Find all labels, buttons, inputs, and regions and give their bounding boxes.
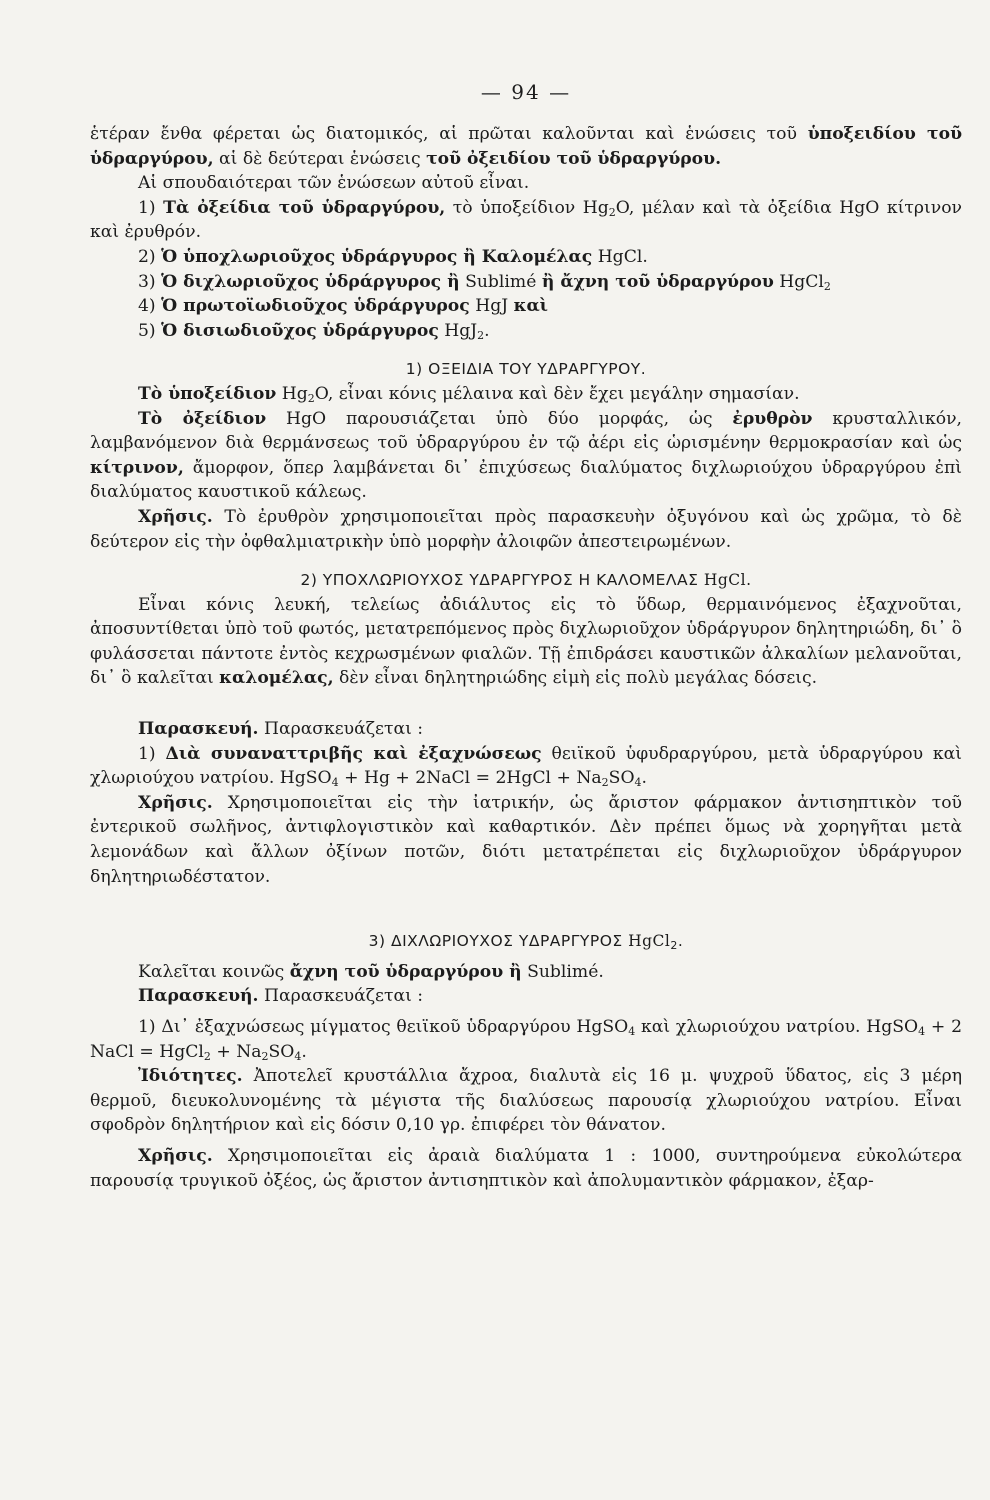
s3-paragraph-2: [90, 984, 962, 1009]
bold-term: Ἰδιότητες.: [138, 1066, 243, 1087]
section-heading-sublimate: [90, 929, 962, 954]
text: SO: [268, 1041, 295, 1062]
bold-term: καὶ: [513, 296, 548, 317]
intro-summary: Αἱ σπουδαιότεραι τῶν ἑνώσεων αὐτοῦ εἶναι.: [138, 173, 530, 194]
text: HgJ: [469, 296, 514, 317]
s2-paragraph-1: [90, 593, 962, 691]
text: .: [301, 1041, 307, 1062]
heading-formula: HgCl.: [698, 571, 752, 590]
text: HgCl: [773, 271, 824, 292]
bold-term: Χρῆσις.: [138, 506, 213, 527]
s2-paragraph-2: [90, 717, 962, 742]
bold-term: Παρασκευή.: [138, 719, 259, 740]
list-item-5: [90, 319, 962, 344]
subscript: 2: [261, 1049, 269, 1063]
text: Καλεῖται κοινῶς: [138, 961, 290, 982]
subscript: 4: [918, 1025, 926, 1038]
text: Ἀποτελεῖ κρυστάλλια ἄχροα, διαλυτὰ εἰς 16 μ. ψυχροῦ ὕδατος, εἰς 3 μέρη θερμοῦ, διευκολυνομένης τὰ μέγιστα τῆς διαλύσεως παρουσίᾳ χλωριούχου νατρίου. Εἶναι σφοδρὸν δηλητήριον καὶ εἰς δόσιν 0,10 γρ. ἐπιφέρει τὸν θάνατον.: [90, 1066, 962, 1136]
text: Χρησιμοποιεῖται εἰς ἀραιὰ διαλύματα 1 : 1000, συντηρούμενα εὐκολώτερα παρουσίᾳ τρυγικοῦ ὀξέος, ὡς ἄριστον ἀντισηπτικὸν καὶ ἀπολυμαντικὸν φάρμακον, ἐξαρ-: [90, 1145, 962, 1191]
bold-term: Ὁ πρωτοϊωδιοῦχος ὑδράργυρος: [161, 296, 470, 317]
subscript: 2: [477, 328, 485, 342]
s2-paragraph-3: [90, 742, 962, 791]
s1-paragraph-1: [90, 382, 962, 407]
text: Εἶναι κόνις λευκή, τελείως ἀδιάλυτος εἰς τὸ ὕδωρ, θερμαινόμενος ἐξαχνοῦται, ἀποσυντίθεται ὑπὸ τοῦ φωτός, μετατρεπόμενος πρὸς διχλωριοῦχον ὑδράργυρον δηλητηριώδη, δι᾽ ὃ φυλάσσεται πάντοτε ἐντὸς κεχρωσμένων φιαλῶν. Τῇ ἐπιδράσει καυστικῶν ἀλκαλίων μελανοῦται, δι᾽ ὃ καλεῖται: [90, 594, 962, 689]
subscript: 4: [331, 776, 339, 790]
s3-paragraph-3: [90, 1015, 962, 1064]
text: HgCl.: [592, 246, 648, 267]
bold-term: τοῦ ὀξειδίου τοῦ ὑδραργύρου.: [426, 148, 722, 169]
item-number: 2): [138, 246, 162, 267]
text: Τὸ ἐρυθρὸν χρησιμοποιεῖται πρὸς παρασκευὴν ὀξυγόνου καὶ ὡς χρῶμα, τὸ δὲ δεύτερον εἰς τὴν ὀφθαλμιατρικὴν ὑπὸ μορφὴν ἀλοιφῶν ἀπεστειρωμένων.: [90, 506, 962, 552]
text: Sublimé.: [521, 961, 604, 982]
heading-text: 3) ΔΙΧΛΩΡΙΟΥΧΟΣ ΥΔΡΑΡΓΥΡΟΣ: [368, 932, 623, 951]
bold-term: Τὸ ὑποξείδιον: [138, 383, 277, 404]
text: O, εἶναι κόνις μέλαινα καὶ δὲν ἔχει μεγάλην σημασίαν.: [314, 383, 800, 404]
list-item-2: [90, 245, 962, 270]
s1-paragraph-3: [90, 505, 962, 554]
bold-term: Χρῆσις.: [138, 1145, 213, 1166]
text: καὶ χλωριούχου νατρίου. HgSO: [635, 1017, 919, 1037]
subscript: 2: [608, 205, 616, 219]
intro-paragraph: [90, 122, 962, 171]
s3-paragraph-5: [90, 1144, 962, 1193]
bold-term: Τὸ ὀξείδιον: [138, 408, 267, 429]
bold-term: Ὁ ὑποχλωριοῦχος ὑδράργυρος ἢ Καλομέλας: [161, 246, 593, 267]
heading-text: 2) ΥΠΟΧΛΩΡΙΟΥΧΟΣ ΥΔΡΑΡΓΥΡΟΣ Η ΚΑΛΟΜΕΛΑΣ: [300, 571, 699, 590]
subscript: 4: [634, 776, 642, 790]
subscript: 4: [628, 1025, 636, 1038]
text: κρυσταλλικόν, λαμβανόμενον διὰ θερμάνσεως τοῦ ὑδραργύρου ἐν τῷ ἀέρι εἰς ὡρισμένην θερμοκρασίαν καὶ ὡς: [90, 408, 962, 454]
text: + Hg + 2NaCl = 2HgCl + Na: [338, 768, 602, 789]
s2-paragraph-4: [90, 791, 962, 889]
section-heading-calomel: [90, 568, 962, 593]
s3-paragraph-1: [90, 960, 962, 985]
text: HgJ: [438, 320, 478, 341]
bold-term: κίτρινον,: [90, 457, 184, 478]
text: SO: [608, 768, 635, 789]
section-heading-oxides: 1) ΟΞΕΙΔΙΑ ΤΟΥ ΥΔΡΑΡΓΥΡΟΥ.: [405, 360, 647, 379]
text: + Na: [210, 1041, 262, 1062]
text: Hg: [276, 383, 308, 404]
book-page: [90, 80, 962, 1193]
item-number: 5): [138, 320, 162, 341]
subscript: 2: [203, 1049, 211, 1063]
text: Παρασκευάζεται :: [258, 719, 424, 740]
bold-term: Τὰ ὀξείδια τοῦ ὑδραργύρου,: [163, 197, 446, 218]
bold-term: Παρασκευή.: [138, 986, 259, 1007]
bold-term: Ὁ διχλωριοῦχος ὑδράργυρος ἢ: [161, 271, 460, 292]
heading-formula: HgCl: [622, 932, 671, 951]
subscript: 2: [307, 391, 315, 405]
text: .: [484, 320, 490, 341]
bold-term: Χρῆσις.: [138, 792, 213, 813]
text: .: [677, 932, 684, 951]
text: αἱ δὲ δεύτεραι ἑνώσεις: [213, 148, 427, 169]
text: δὲν εἶναι δηλητηριώδης εἰμὴ εἰς πολὺ μεγάλας δόσεις.: [333, 668, 818, 689]
subscript: 2: [670, 939, 678, 953]
text: ἑτέραν ἔνθα φέρεται ὡς διατομικός, αἱ πρῶται καλοῦνται καὶ ἑνώσεις τοῦ: [90, 124, 808, 144]
text: ἄμορφον, ὅπερ λαμβάνεται δι᾽ ἐπιχύσεως διαλύματος διχλωριούχου ὑδραργύρου ἐπὶ διαλύματος καυστικοῦ κάλεως.: [90, 457, 962, 503]
s3-paragraph-4: [90, 1064, 962, 1138]
text: θειϊκοῦ ὑφυδραργύρου, μετὰ ὑδραργύρου καὶ χλωριούχου νατρίου. HgSO: [90, 743, 962, 789]
subscript: 4: [294, 1049, 302, 1063]
bold-term: ὑποξειδίου τοῦ ὑδραργύρου,: [90, 124, 963, 169]
text: τὸ ὑποξείδιον Hg: [445, 197, 609, 218]
list-item-4: [90, 294, 962, 319]
text: O, μέλαν καὶ τὰ ὀξείδια HgO κίτρινον καὶ ἐρυθρόν.: [90, 197, 962, 243]
text: 1) Δι᾽ ἐξαχνώσεως μίγματος θειϊκοῦ ὑδραργύρου HgSO: [138, 1017, 629, 1037]
page-number: — 94 —: [480, 80, 572, 104]
text: HgO παρουσιάζεται ὑπὸ δύο μορφάς, ὡς: [266, 408, 733, 429]
bold-term: καλομέλας,: [219, 668, 334, 689]
item-number: 1): [138, 743, 166, 764]
s1-paragraph-2: [90, 407, 962, 505]
text: Παρασκευάζεται :: [258, 986, 424, 1007]
bold-term: ἐρυθρὸν: [732, 408, 813, 429]
text: Χρησιμοποιεῖται εἰς τὴν ἰατρικήν, ὡς ἄριστον φάρμακον ἀντισηπτικὸν τοῦ ἐντερικοῦ σωλῆνος, ἀντιφλογιστικὸν καὶ καθαρτικόν. Δὲν πρέπει ὅμως νὰ χορηγῆται μετὰ λεμονάδων καὶ ἄλλων ὀξίνων ποτῶν, διότι μετατρέπεται εἰς διχλωριοῦχον ὑδράργυρον δηλητηριωδέστατον.: [90, 792, 962, 887]
subscript: 2: [601, 776, 609, 790]
bold-term: ἢ ἄχνη τοῦ ὑδραργύρου: [541, 271, 774, 292]
subscript: 2: [823, 279, 831, 293]
list-item-3: [90, 270, 962, 295]
bold-term: ἄχνη τοῦ ὑδραργύρου ἢ: [289, 961, 522, 982]
bold-term: Διὰ συναναττριβῆς καὶ ἐξαχνώσεως: [165, 743, 542, 764]
list-item-1: [90, 196, 962, 245]
text: Sublimé: [459, 271, 542, 292]
item-number: 3): [138, 271, 162, 292]
bold-term: Ὁ δισιωδιοῦχος ὑδράργυρος: [161, 320, 439, 341]
text: + 2 NaCl = HgCl: [90, 1017, 963, 1062]
item-number: 1): [138, 197, 164, 218]
item-number: 4): [138, 296, 162, 317]
text: .: [641, 768, 648, 789]
